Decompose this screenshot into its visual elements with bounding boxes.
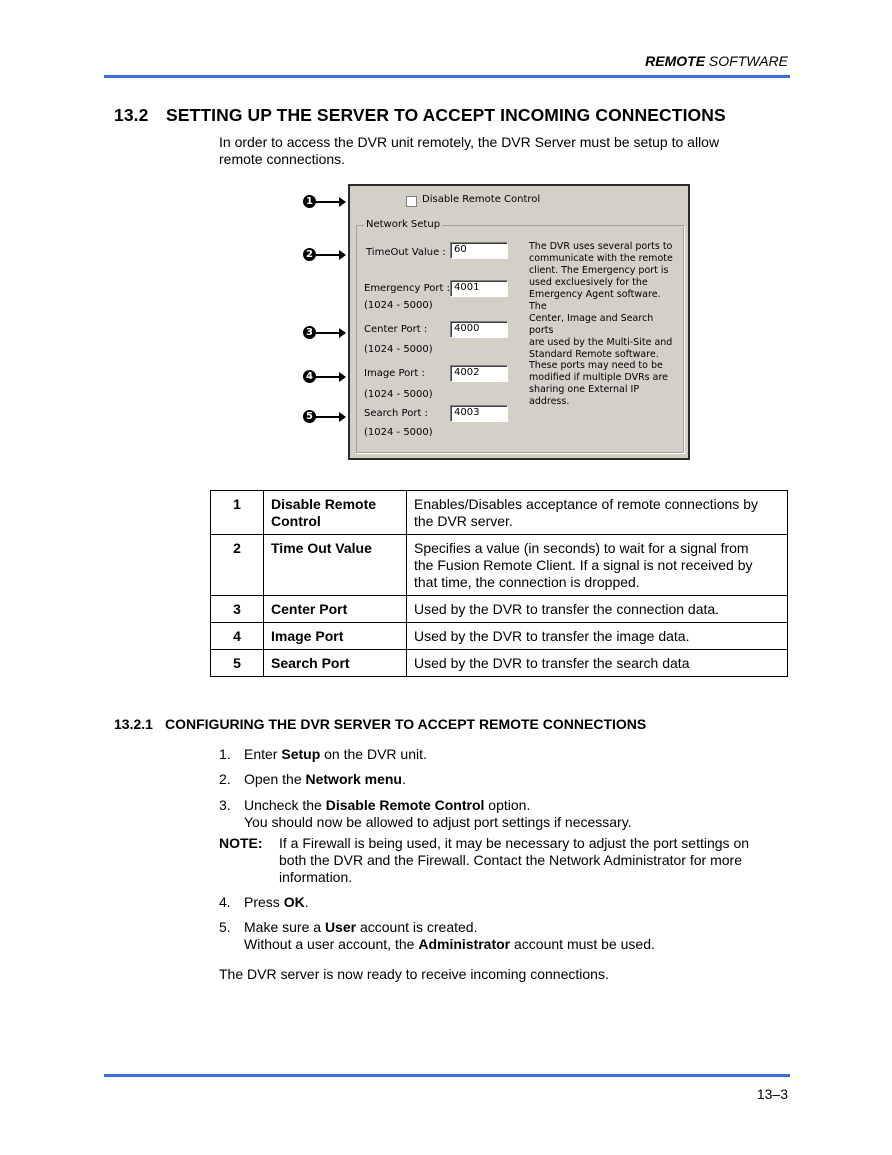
- desc-line: Center, Image and Search ports: [529, 313, 654, 336]
- callout-arrow-1: [316, 201, 344, 203]
- center-port-input[interactable]: 4000: [450, 321, 508, 338]
- step-3: [219, 797, 632, 831]
- header-rest: SOFTWARE: [705, 53, 788, 69]
- step-text: Open the: [244, 771, 306, 787]
- step-number: 1.: [219, 746, 231, 762]
- row-name: Search Port: [264, 650, 407, 677]
- callout-2: 2: [303, 248, 316, 261]
- step-text: Uncheck the: [244, 797, 326, 813]
- emergency-port-range: (1024 - 5000): [364, 300, 433, 311]
- row-description: [407, 535, 788, 596]
- intro-line-2: remote connections.: [219, 151, 346, 167]
- step-1: [219, 746, 427, 763]
- desc-line: Standard Remote software.: [529, 349, 659, 360]
- image-port-label: Image Port :: [364, 368, 425, 379]
- desc-line: communicate with the remote: [529, 253, 673, 264]
- emergency-port-input[interactable]: 4001: [450, 280, 508, 297]
- step-text: account is created.: [356, 919, 478, 935]
- note-line: These ports may need to be: [529, 360, 663, 371]
- step-4: [219, 894, 309, 911]
- row-description: [407, 491, 788, 535]
- desc-line: Emergency Agent software. The: [529, 289, 661, 312]
- search-port-range: (1024 - 5000): [364, 427, 433, 438]
- center-port-range: (1024 - 5000): [364, 344, 433, 355]
- step-bold: OK: [283, 894, 305, 910]
- emergency-port-label: Emergency Port :: [364, 283, 450, 294]
- desc-line: client. The Emergency port is: [529, 265, 669, 276]
- note-block: [219, 835, 779, 886]
- callout-4: 4: [303, 370, 316, 383]
- network-setup-group-label: Network Setup: [366, 219, 441, 230]
- subsection-heading: [114, 716, 646, 732]
- step-continuation: You should now be allowed to adjust port settings if necessary.: [244, 814, 632, 830]
- page-number: 13–3: [756, 1086, 788, 1102]
- disable-remote-control-label: Disable Remote Control: [422, 194, 541, 205]
- center-port-label: Center Port :: [364, 324, 428, 335]
- table-row: [211, 491, 788, 535]
- note-line: sharing one External IP address.: [529, 384, 640, 407]
- row-name: Time Out Value: [264, 535, 407, 596]
- subsection-title: CONFIGURING THE DVR SERVER TO ACCEPT REMOTE CONNECTIONS: [165, 716, 647, 732]
- callout-1: 1: [303, 195, 316, 208]
- image-port-input[interactable]: 4002: [450, 365, 508, 382]
- row-description: Used by the DVR to transfer the image data.: [407, 623, 788, 650]
- step-bold: Network menu: [305, 771, 402, 787]
- section-heading: [114, 105, 726, 126]
- step-number: 5.: [219, 919, 231, 935]
- section-number: 13.2: [114, 105, 149, 125]
- step-text: account must be used.: [510, 936, 655, 952]
- note-label: NOTE:: [219, 835, 263, 851]
- row-number: 1: [211, 491, 264, 535]
- row-number: 5: [211, 650, 264, 677]
- row-number: 4: [211, 623, 264, 650]
- step-text: Press: [244, 894, 284, 910]
- step-continuation: [219, 936, 655, 953]
- ports-note: [529, 360, 679, 408]
- timeout-input[interactable]: 60: [450, 242, 508, 259]
- desc-line: used excluesively for the: [529, 277, 648, 288]
- closing-text: The DVR server is now ready to receive incoming connections.: [219, 966, 609, 982]
- callout-5: 5: [303, 410, 316, 423]
- step-text: Make sure a: [244, 919, 325, 935]
- callout-arrow-5: [316, 416, 344, 418]
- image-port-range: (1024 - 5000): [364, 389, 433, 400]
- table-row: [211, 650, 788, 677]
- row-name: Image Port: [264, 623, 407, 650]
- intro-line-1: In order to access the DVR unit remotely, the DVR Server must be setup to allow: [219, 134, 720, 150]
- row-desc-line: that time, the connection is dropped.: [414, 574, 640, 590]
- step-text: .: [304, 894, 309, 910]
- step-text: Without a user account, the: [244, 936, 419, 952]
- row-name: Center Port: [264, 596, 407, 623]
- step-number: 3.: [219, 797, 231, 813]
- row-desc-line: the DVR server.: [414, 513, 513, 529]
- header-bold: REMOTE: [645, 53, 706, 69]
- row-number: 2: [211, 535, 264, 596]
- step-text: Enter: [244, 746, 282, 762]
- callout-3: 3: [303, 326, 316, 339]
- note-text: If a Firewall is being used, it may be necessary to adjust the port settings on both the DVR and the Firewall. Contact the Network Administrator for more information.: [279, 835, 750, 885]
- step-bold: Disable Remote Control: [325, 797, 485, 813]
- ports-description: [529, 241, 679, 361]
- section-title: SETTING UP THE SERVER TO ACCEPT INCOMING CONNECTIONS: [166, 105, 726, 125]
- row-desc-line: the Fusion Remote Client. If a signal is not received by: [414, 557, 753, 573]
- search-port-input[interactable]: 4003: [450, 405, 508, 422]
- step-2: [219, 771, 406, 788]
- header-rule: [104, 75, 790, 78]
- running-header: [645, 53, 788, 69]
- step-5: [219, 919, 655, 953]
- step-text: .: [401, 771, 406, 787]
- timeout-label: TimeOut Value :: [366, 247, 446, 258]
- subsection-number: 13.2.1: [114, 716, 153, 732]
- row-name-line: Control: [271, 513, 321, 529]
- row-name-line: Disable Remote: [271, 496, 377, 512]
- settings-table: [210, 490, 788, 677]
- row-desc-line: Enables/Disables acceptance of remote connections by: [414, 496, 758, 512]
- callout-arrow-3: [316, 332, 344, 334]
- callout-arrow-4: [316, 376, 344, 378]
- desc-line: are used by the Multi-Site and: [529, 337, 673, 348]
- table-row: [211, 596, 788, 623]
- step-text: on the DVR unit.: [320, 746, 427, 762]
- disable-remote-control-checkbox[interactable]: [406, 196, 417, 207]
- footer-rule: [104, 1074, 790, 1077]
- step-bold: Setup: [281, 746, 321, 762]
- row-description: Used by the DVR to transfer the connection data.: [407, 596, 788, 623]
- table-row: [211, 535, 788, 596]
- step-number: 4.: [219, 894, 231, 910]
- step-number: 2.: [219, 771, 231, 787]
- row-number: 3: [211, 596, 264, 623]
- row-desc-line: Specifies a value (in seconds) to wait for a signal from: [414, 540, 749, 556]
- step-bold: User: [324, 919, 357, 935]
- row-description: Used by the DVR to transfer the search data: [407, 650, 788, 677]
- table-row: [211, 623, 788, 650]
- step-text: option.: [484, 797, 531, 813]
- note-line: modified if multiple DVRs are: [529, 372, 669, 383]
- callout-arrow-2: [316, 254, 344, 256]
- row-name: [264, 491, 407, 535]
- desc-line: The DVR uses several ports to: [529, 241, 673, 252]
- search-port-label: Search Port :: [364, 408, 428, 419]
- network-setup-dialog: [348, 184, 690, 460]
- step-bold: Administrator: [418, 936, 511, 952]
